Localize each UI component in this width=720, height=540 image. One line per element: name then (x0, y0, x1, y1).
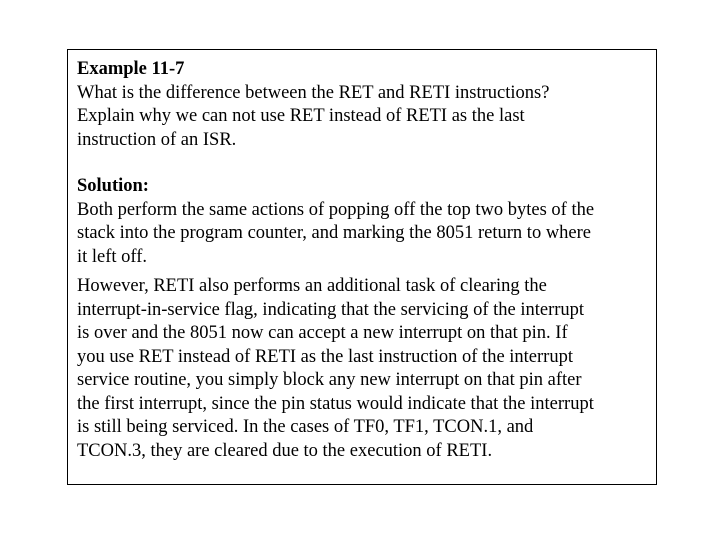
question-line: Explain why we can not use RET instead of RETI as the last (77, 106, 525, 126)
paragraph-line: TCON.3, they are cleared due to the execution of RETI. (77, 440, 493, 461)
paragraph-line: it left off. (77, 246, 148, 267)
paragraph-line: is over and the 8051 now can accept a new interrupt on that pin. If (77, 323, 568, 343)
paragraph-line: Both perform the same actions of popping off the top two bytes of the (77, 199, 595, 220)
paragraph-line: However, RETI also performs an additional task of clearing the (77, 276, 547, 296)
paragraph-line: interrupt-in-service flag, indicating that the servicing of the interrupt (77, 299, 585, 320)
paragraph-line: stack into the program counter, and marking the 8051 return to where (77, 223, 592, 243)
example-box (67, 49, 657, 485)
paragraph-line: service routine, you simply block any new interrupt on that pin after (77, 370, 582, 390)
paragraph-line: is still being serviced. In the cases of TF0, TF1, TCON.1, and (77, 417, 534, 437)
paragraph-line: you use RET instead of RETI as the last instruction of the interrupt (77, 346, 573, 367)
question-line: instruction of an ISR. (77, 129, 237, 150)
paragraph-line: the first interrupt, since the pin status would indicate that the interrupt (77, 393, 594, 414)
solution-heading: Solution: (77, 176, 149, 196)
solution-paragraph-2 (77, 275, 648, 463)
question-line: What is the difference between the RET and RETI instructions? (77, 82, 550, 103)
example-title: Example 11-7 (77, 59, 185, 79)
question-text (77, 82, 648, 153)
solution-paragraph-1 (77, 199, 648, 270)
